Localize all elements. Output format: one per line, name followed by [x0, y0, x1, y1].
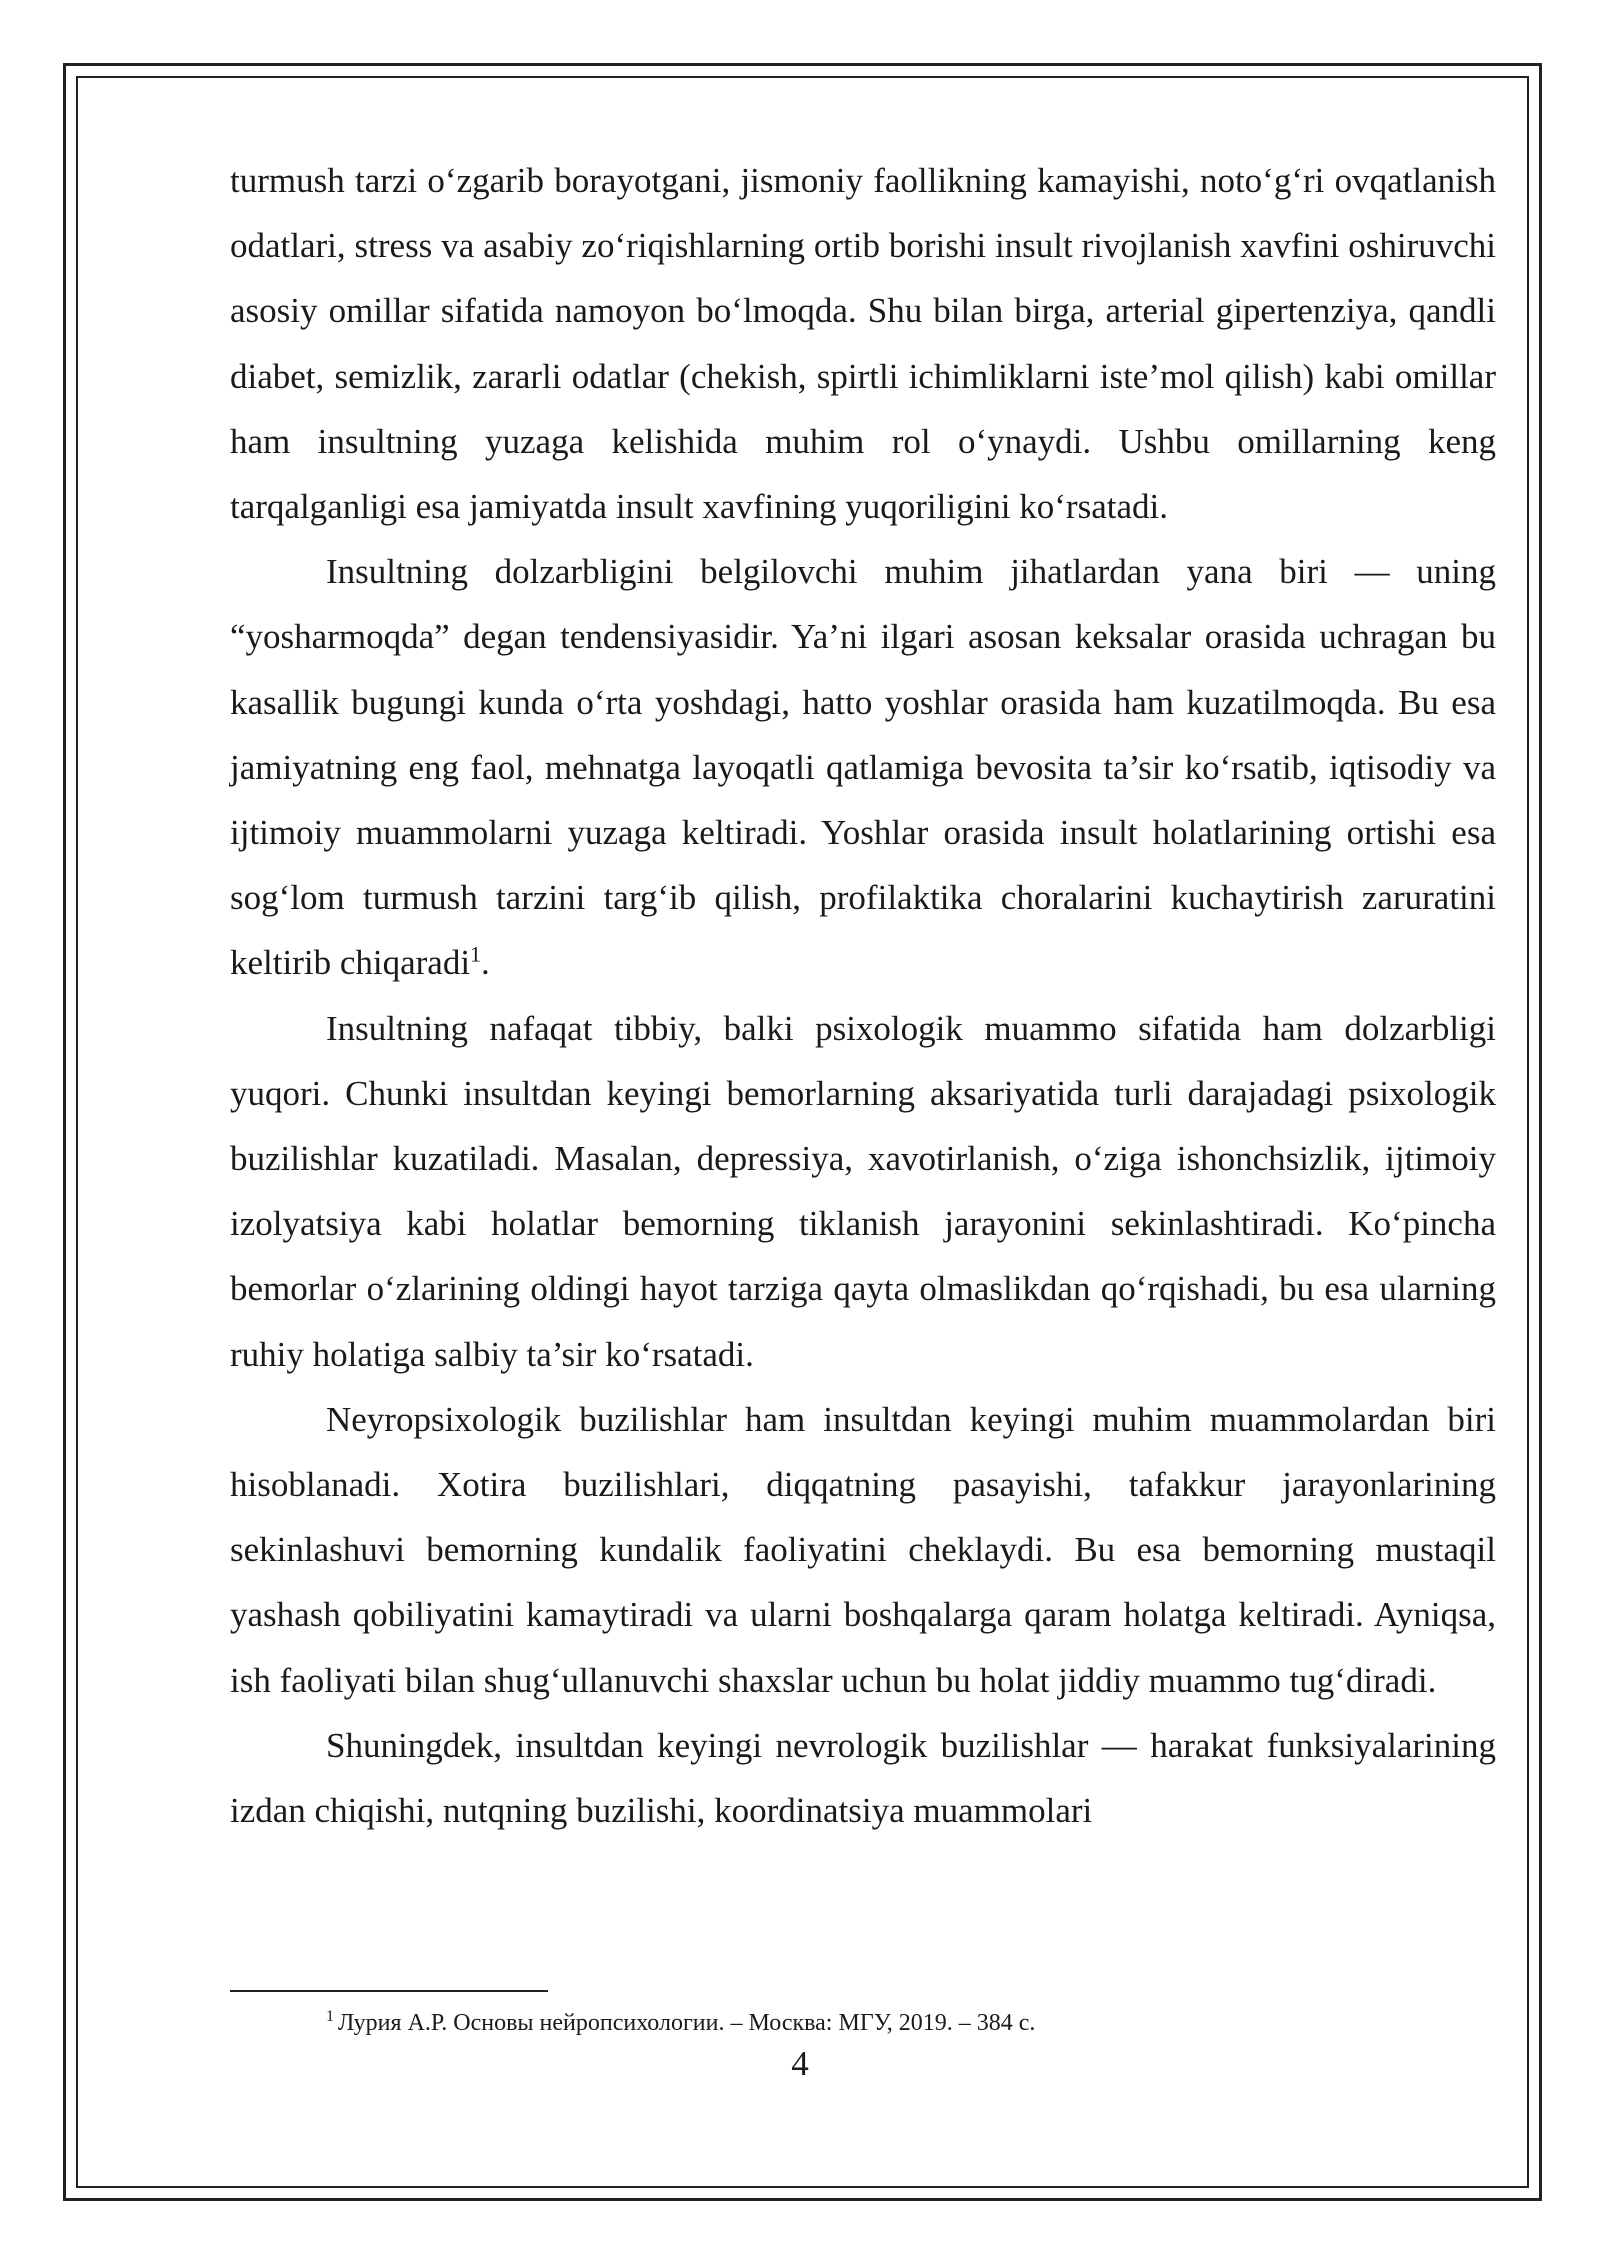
body-text	[230, 148, 1496, 1843]
paragraph: Insultning nafaqat tibbiy, balki psixologik muammo sifatida ham dolzarbligi yuqori. Chunki insultdan keyingi bemorlarning aksariyatida turli darajadagi psixologik buzilishlar kuzatiladi. Masalan, depressiya, xavotirlanish, o‘ziga ishonchsizlik, ijtimoiy izolyatsiya kabi holatlar bemorning tiklanish jarayonini sekinlashtiradi. Ko‘pincha bemorlar o‘zlarining oldingi hayot tarziga qayta olmaslikdan qo‘rqishadi, bu esa ularning ruhiy holatiga salbiy ta’sir ko‘rsatadi.	[230, 1008, 1496, 1374]
footnote-text: Лурия А.Р. Основы нейропсихологии. – Москва: МГУ, 2019. – 384 с.	[338, 2010, 1036, 2036]
footnote-reference[interactable]: 1	[470, 941, 482, 967]
paragraph-end-punctuation: .	[481, 943, 490, 983]
paragraph: Neyropsixologik buzilishlar ham insultdan keyingi muhim muammolardan biri hisoblanadi. Xotira buzilishlari, diqqatning pasayishi, tafakkur jarayonlarining sekinlashuvi bemorning kundalik faoliyatini cheklaydi. Bu esa bemorning mustaqil yashash qobiliyatini kamaytiradi va ularni boshqalarga qaram holatga keltiradi. Ayniqsa, ish faoliyati bilan shug‘ullanuvchi shaxslar uchun bu holat jiddiy muammo tug‘diradi.	[230, 1399, 1496, 1700]
footnote-separator	[230, 1990, 548, 1992]
footnote	[326, 2007, 1035, 2039]
paragraph-continuation: turmush tarzi o‘zgarib borayotgani, jismoniy faollikning kamayishi, noto‘g‘ri ovqatlanish odatlari, stress va asabiy zo‘riqishlarning ortib borishi insult rivojlanish xavfini oshiruvchi asosiy omillar sifatida namoyon bo‘lmoqda. Shu bilan birga, arterial gipertenziya, qandli diabet, semizlik, zararli odatlar (chekish, spirtli ichimliklarni iste’mol qilish) kabi omillar ham insultning yuzaga kelishida muhim rol o‘ynaydi. Ushbu omillarning keng tarqalganligi esa jamiyatda insult xavfining yuqoriligini ko‘rsatadi.	[230, 161, 1496, 527]
paragraph-continues: Shuningdek, insultdan keyingi nevrologik buzilishlar — harakat funksiyalarining izdan chiqishi, nutqning buzilishi, koordinatsiya muammolari	[230, 1725, 1496, 1831]
footnote-number: 1	[326, 2008, 334, 2025]
paragraph	[230, 539, 1496, 995]
paragraph-text: Insultning dolzarbligini belgilovchi muhim jihatlardan yana biri — uning “yosharmoqda” degan tendensiyasidir. Ya’ni ilgari asosan keksalar orasida uchragan bu kasallik bugungi kunda o‘rta yoshdagi, hatto yoshlar orasida ham kuzatilmoqda. Bu esa jamiyatning eng faol, mehnatga layoqatli qatlamiga bevosita ta’sir ko‘rsatib, iqtisodiy va ijtimoiy muammolarni yuzaga keltiradi. Yoshlar orasida insult holatlarining ortishi esa sog‘lom turmush tarzini targ‘ib qilish, profilaktika choralarini kuchaytirish zaruratini keltirib chiqaradi	[230, 552, 1496, 983]
page-number: 4	[791, 2044, 809, 2083]
